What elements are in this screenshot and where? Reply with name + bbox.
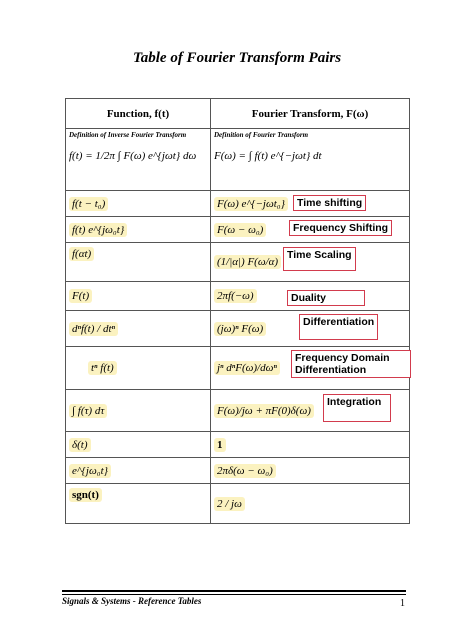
table-row <box>66 390 410 432</box>
page-number: 1 <box>400 598 405 609</box>
function-expression: f(t) e^{jω₀t} <box>69 223 127 237</box>
forward-definition-formula: F(ω) = ∫ f(t) e^{−jωt} dt <box>214 150 322 162</box>
transform-cell <box>211 243 410 282</box>
table-row <box>66 191 410 217</box>
property-annotation-duality: Duality <box>287 290 365 306</box>
table-row <box>66 347 410 390</box>
table-row <box>66 243 410 282</box>
transform-cell <box>211 484 410 524</box>
transform-expression: jⁿ dⁿF(ω)/dωⁿ <box>214 361 280 375</box>
table-row <box>66 217 410 243</box>
footer-text: Signals & Systems - Reference Tables <box>62 596 202 606</box>
function-cell <box>66 217 211 243</box>
function-cell <box>66 282 211 311</box>
function-expression: δ(t) <box>69 438 91 452</box>
transform-expression: 2πf(−ω) <box>214 289 257 303</box>
function-cell <box>66 191 211 217</box>
col1-header: Function, f(t) <box>66 99 211 129</box>
function-cell <box>66 347 211 390</box>
transform-cell <box>211 217 410 243</box>
property-annotation-frequency-domain-differentiation: Frequency Domain Differentiation <box>291 350 411 378</box>
property-annotation-time-scaling: Time Scaling <box>283 247 356 271</box>
page-title: Table of Fourier Transform Pairs <box>132 50 342 66</box>
inverse-definition-cell <box>66 129 211 191</box>
transform-cell <box>211 458 410 484</box>
transform-cell <box>211 191 410 217</box>
fourier-transform-table <box>65 98 410 524</box>
transform-expression: F(ω)/jω + πF(0)δ(ω) <box>214 404 314 418</box>
transform-expression: F(ω) e^{−jωt₀} <box>214 197 288 211</box>
table-row <box>66 458 410 484</box>
property-annotation-differentiation: Differentiation <box>299 314 378 340</box>
transform-expression: F(ω − ω₀) <box>214 223 266 237</box>
forward-definition-label: Definition of Fourier Transform <box>214 131 309 139</box>
table-row <box>66 311 410 347</box>
transform-cell <box>211 311 410 347</box>
function-expression: e^{jω₀t} <box>69 464 111 478</box>
table-header-row <box>66 99 410 129</box>
property-annotation-time-shifting: Time shifting <box>293 195 366 211</box>
property-annotation-integration: Integration <box>323 394 391 422</box>
transform-expression: (1/|α|) F(ω/α) <box>214 255 281 269</box>
transform-expression: (jω)ⁿ F(ω) <box>214 322 266 336</box>
function-expression: dⁿf(t) / dtⁿ <box>69 322 118 336</box>
function-expression: F(t) <box>69 289 92 303</box>
transform-expression: 2πδ(ω − ω₀) <box>214 464 276 478</box>
property-annotation-frequency-shifting: Frequency Shifting <box>289 220 392 236</box>
function-cell <box>66 432 211 458</box>
table-row <box>66 484 410 524</box>
function-cell <box>66 458 211 484</box>
table-row <box>66 282 410 311</box>
function-expression: ∫ f(τ) dτ <box>69 404 107 418</box>
function-expression: f(αt) <box>69 247 94 261</box>
table-row <box>66 432 410 458</box>
col2-header: Fourier Transform, F(ω) <box>211 99 410 129</box>
transform-expression: 2 / jω <box>214 497 245 511</box>
footer-rule-thin <box>62 594 406 595</box>
function-cell <box>66 243 211 282</box>
function-expression: sgn(t) <box>69 488 102 502</box>
transform-cell <box>211 347 410 390</box>
function-expression: tⁿ f(t) <box>88 361 117 375</box>
function-cell <box>66 311 211 347</box>
transform-cell <box>211 282 410 311</box>
function-cell <box>66 484 211 524</box>
footer-rule <box>62 590 406 592</box>
transform-cell <box>211 432 410 458</box>
definition-row <box>66 129 410 191</box>
function-expression: f(t − t₀) <box>69 197 108 211</box>
transform-cell <box>211 390 410 432</box>
inverse-definition-label: Definition of Inverse Fourier Transform <box>69 131 187 139</box>
forward-definition-cell <box>211 129 410 191</box>
inverse-definition-formula: f(t) = 1/2π ∫ F(ω) e^{jωt} dω <box>69 150 197 162</box>
function-cell <box>66 390 211 432</box>
transform-expression: 1 <box>214 438 226 452</box>
